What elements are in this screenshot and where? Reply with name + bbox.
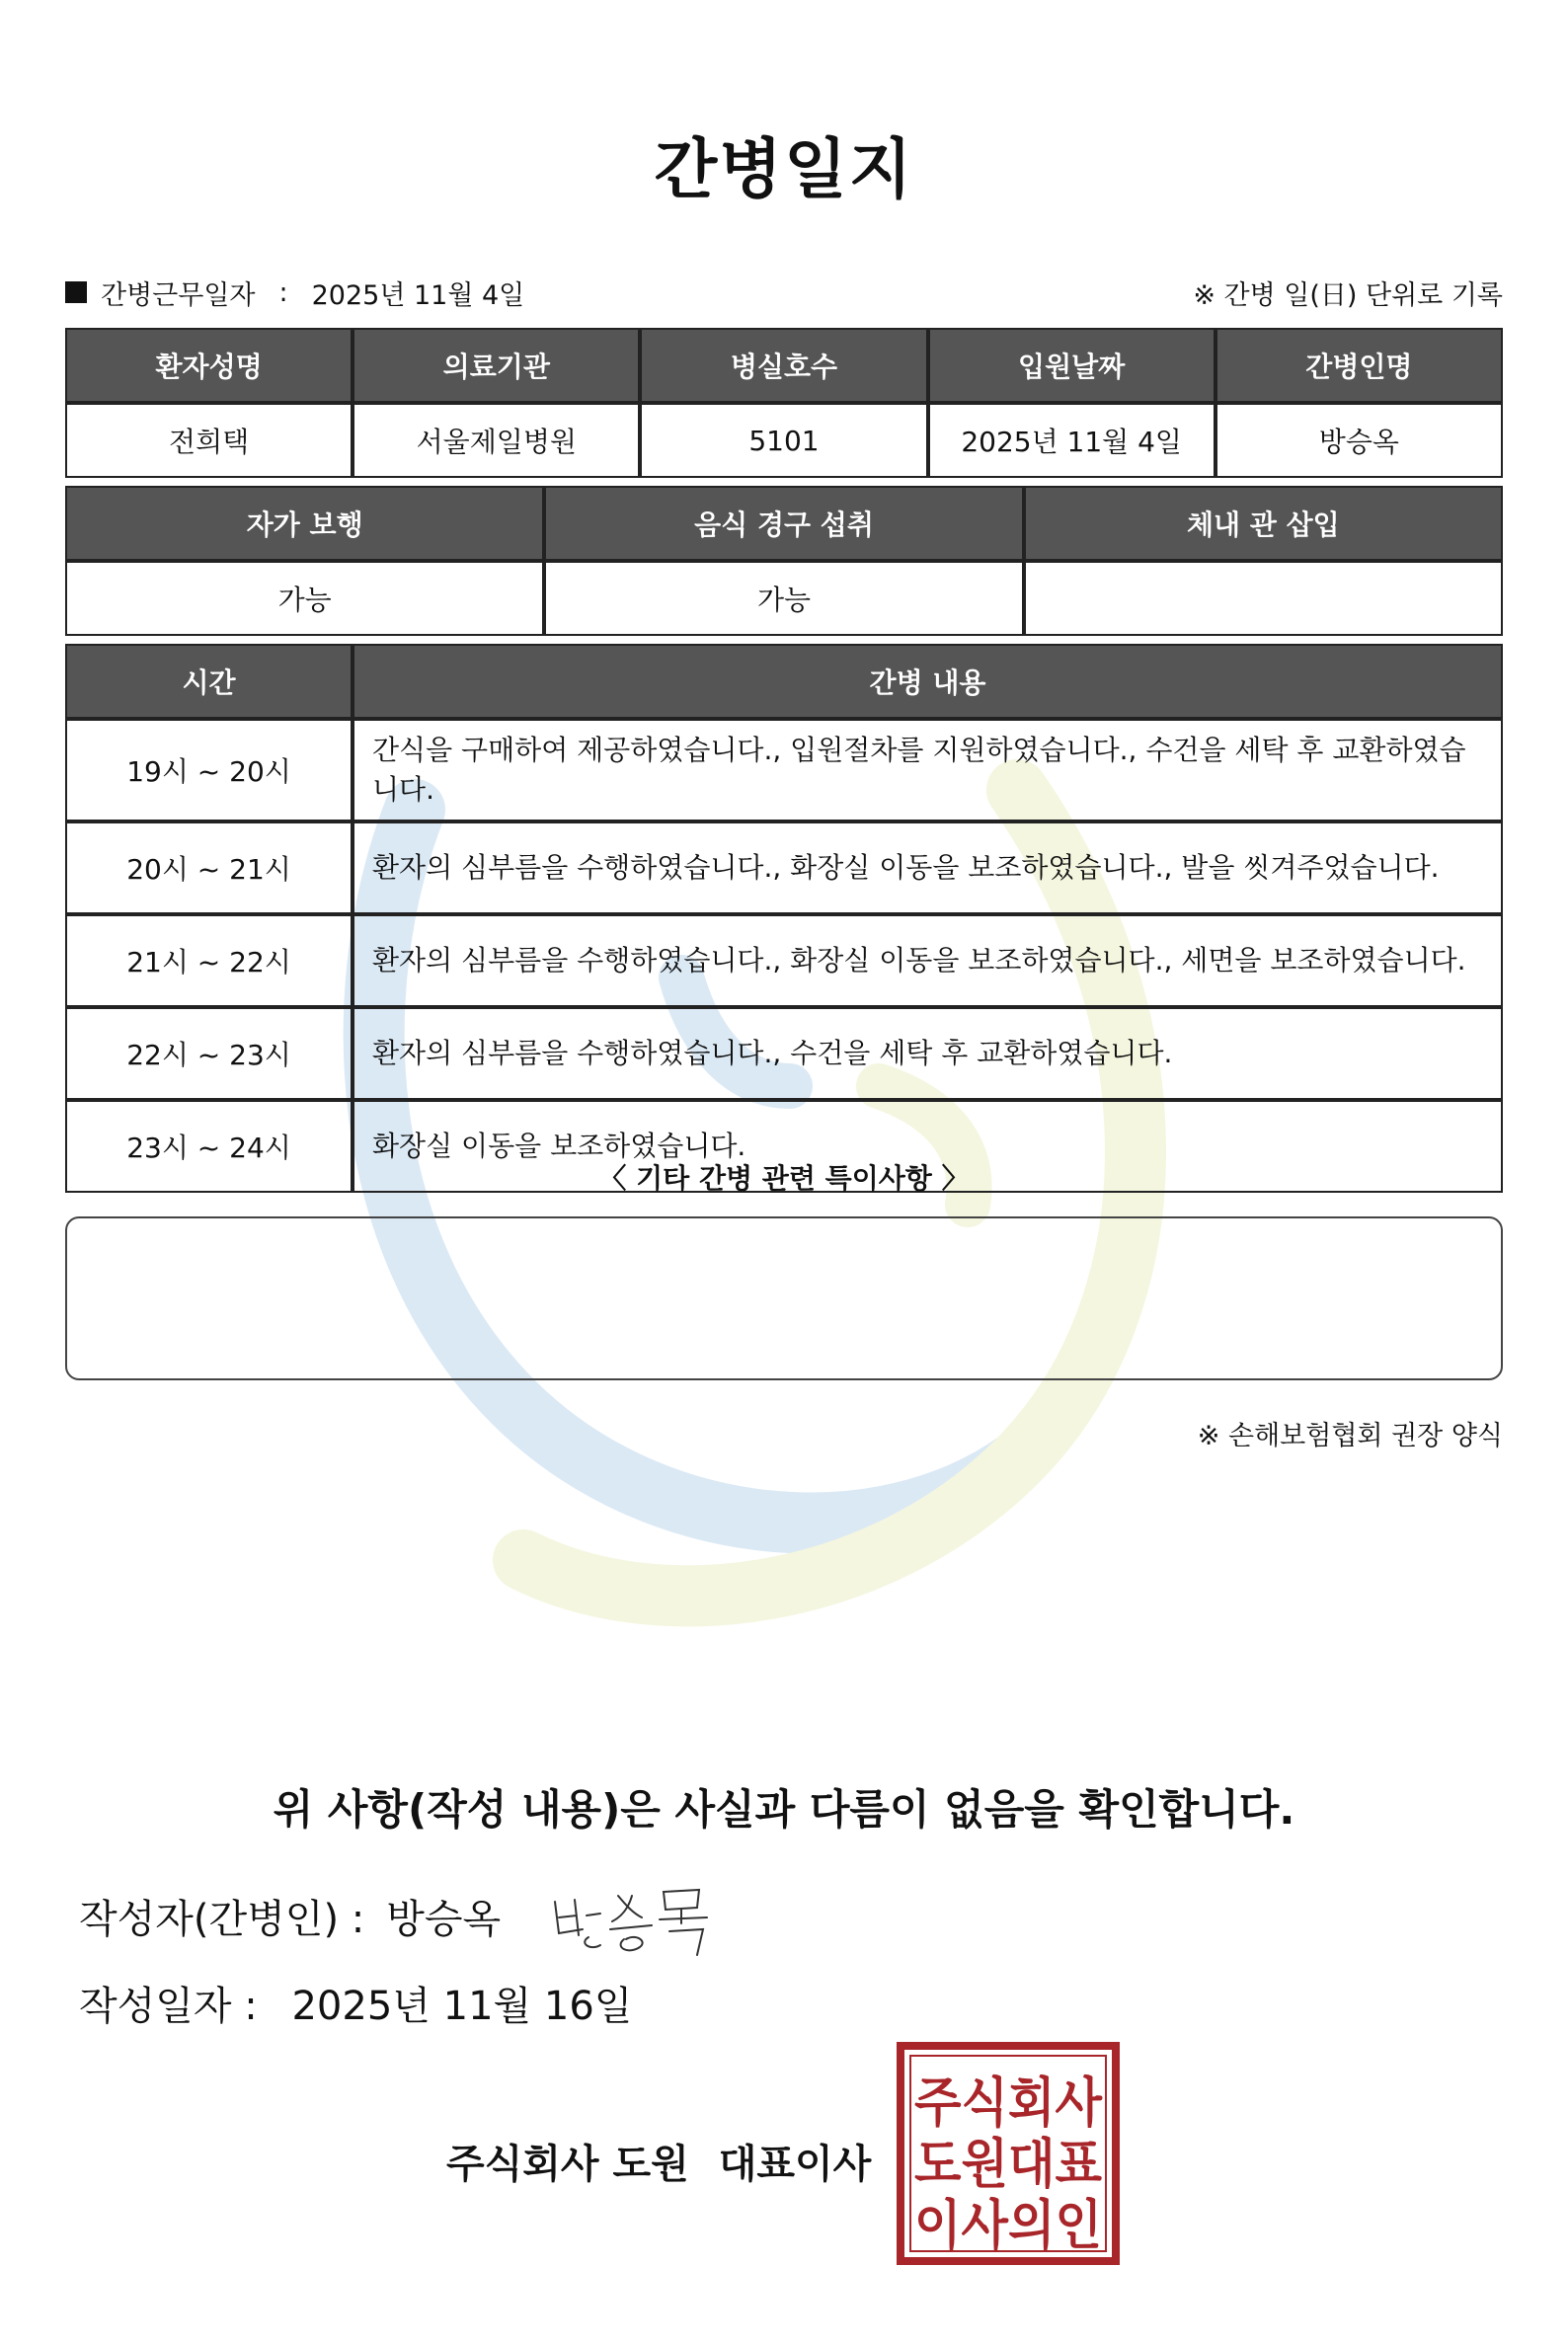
institution: 서울제일병원	[353, 403, 640, 478]
table-row	[65, 821, 1503, 914]
square-bullet-icon	[65, 281, 87, 303]
care-time: 23시 ~ 24시	[65, 1100, 353, 1193]
company-seal	[897, 2042, 1120, 2265]
care-time: 21시 ~ 22시	[65, 914, 353, 1007]
admission-date: 2025년 11월 4일	[928, 403, 1215, 478]
header-tube-insertion: 체내 관 삽입	[1024, 486, 1503, 561]
writer-label: 작성자(간병인) :	[79, 1897, 365, 1942]
notes-box	[65, 1216, 1503, 1380]
written-date-label: 작성일자 :	[79, 1984, 258, 2029]
care-content: 환자의 심부름을 수행하였습니다., 화장실 이동을 보조하였습니다., 세면을 보조하였습니다.	[353, 914, 1503, 1007]
table-header-row	[65, 328, 1503, 403]
header-patient-name: 환자성명	[65, 328, 353, 403]
patient-info-table	[65, 328, 1503, 478]
care-content: 환자의 심부름을 수행하였습니다., 수건을 세탁 후 교환하였습니다.	[353, 1007, 1503, 1100]
work-date	[65, 274, 524, 312]
table-row	[65, 403, 1503, 478]
header-oral-intake: 음식 경구 섭취	[544, 486, 1023, 561]
written-date-value: 2025년 11월 16일	[291, 1984, 633, 2029]
header-admission-date: 입원날짜	[928, 328, 1215, 403]
handwritten-signature	[549, 1878, 717, 1957]
table-row	[65, 1007, 1503, 1100]
work-date-label: 간병근무일자	[101, 279, 256, 311]
header-room-number: 병실호수	[640, 328, 927, 403]
document-title: 간병일지	[654, 131, 914, 207]
company-signature-line	[446, 2133, 871, 2189]
writer-line	[79, 1888, 501, 1944]
care-log-table	[65, 644, 1503, 1193]
notes-title: 〈 기타 간병 관련 특이사항 〉	[598, 1162, 970, 1195]
table-header-row	[65, 644, 1503, 719]
patient-status-table	[65, 486, 1503, 636]
recommendation-note: ※ 손해보험협회 권장 양식	[1197, 1421, 1503, 1451]
header-caregiver-name: 간병인명	[1215, 328, 1503, 403]
table-row	[65, 561, 1503, 636]
care-content: 간식을 구매하여 제공하였습니다., 입원절차를 지원하였습니다., 수건을 세탁 후 교환하였습니다.	[353, 719, 1503, 821]
care-content: 환자의 심부름을 수행하였습니다., 화장실 이동을 보조하였습니다., 발을 씻겨주었습니다.	[353, 821, 1503, 914]
company-role: 대표이사	[718, 2142, 872, 2187]
table-row	[65, 914, 1503, 1007]
tube-insertion-value	[1024, 561, 1503, 636]
seal-line: 이사의인	[914, 2194, 1102, 2256]
work-date-separator: :	[278, 276, 288, 308]
room-number: 5101	[640, 403, 927, 478]
confirmation-statement: 위 사항(작성 내용)은 사실과 다름이 없음을 확인합니다.	[273, 1785, 1295, 1834]
self-walking-value: 가능	[65, 561, 544, 636]
patient-name: 전희택	[65, 403, 353, 478]
care-time: 22시 ~ 23시	[65, 1007, 353, 1100]
written-date-line	[79, 1975, 632, 2031]
seal-line: 주식회사	[914, 2072, 1103, 2134]
header-time: 시간	[65, 644, 353, 719]
seal-line: 도원대표	[914, 2133, 1102, 2195]
work-date-value: 2025년 11월 4일	[311, 279, 525, 311]
care-time: 20시 ~ 21시	[65, 821, 353, 914]
care-time: 19시 ~ 20시	[65, 719, 353, 821]
header-care-content: 간병 내용	[353, 644, 1503, 719]
meta-row	[65, 273, 1503, 312]
table-row	[65, 719, 1503, 821]
caregiver-name: 방승옥	[1215, 403, 1503, 478]
care-content: 화장실 이동을 보조하였습니다.	[353, 1100, 1503, 1193]
table-header-row	[65, 486, 1503, 561]
unit-note: ※ 간병 일(日) 단위로 기록	[1193, 279, 1503, 311]
header-self-walking: 자가 보행	[65, 486, 544, 561]
writer-name: 방승옥	[386, 1897, 502, 1942]
oral-intake-value: 가능	[544, 561, 1023, 636]
company-name: 주식회사 도원	[446, 2142, 689, 2187]
header-institution: 의료기관	[353, 328, 640, 403]
